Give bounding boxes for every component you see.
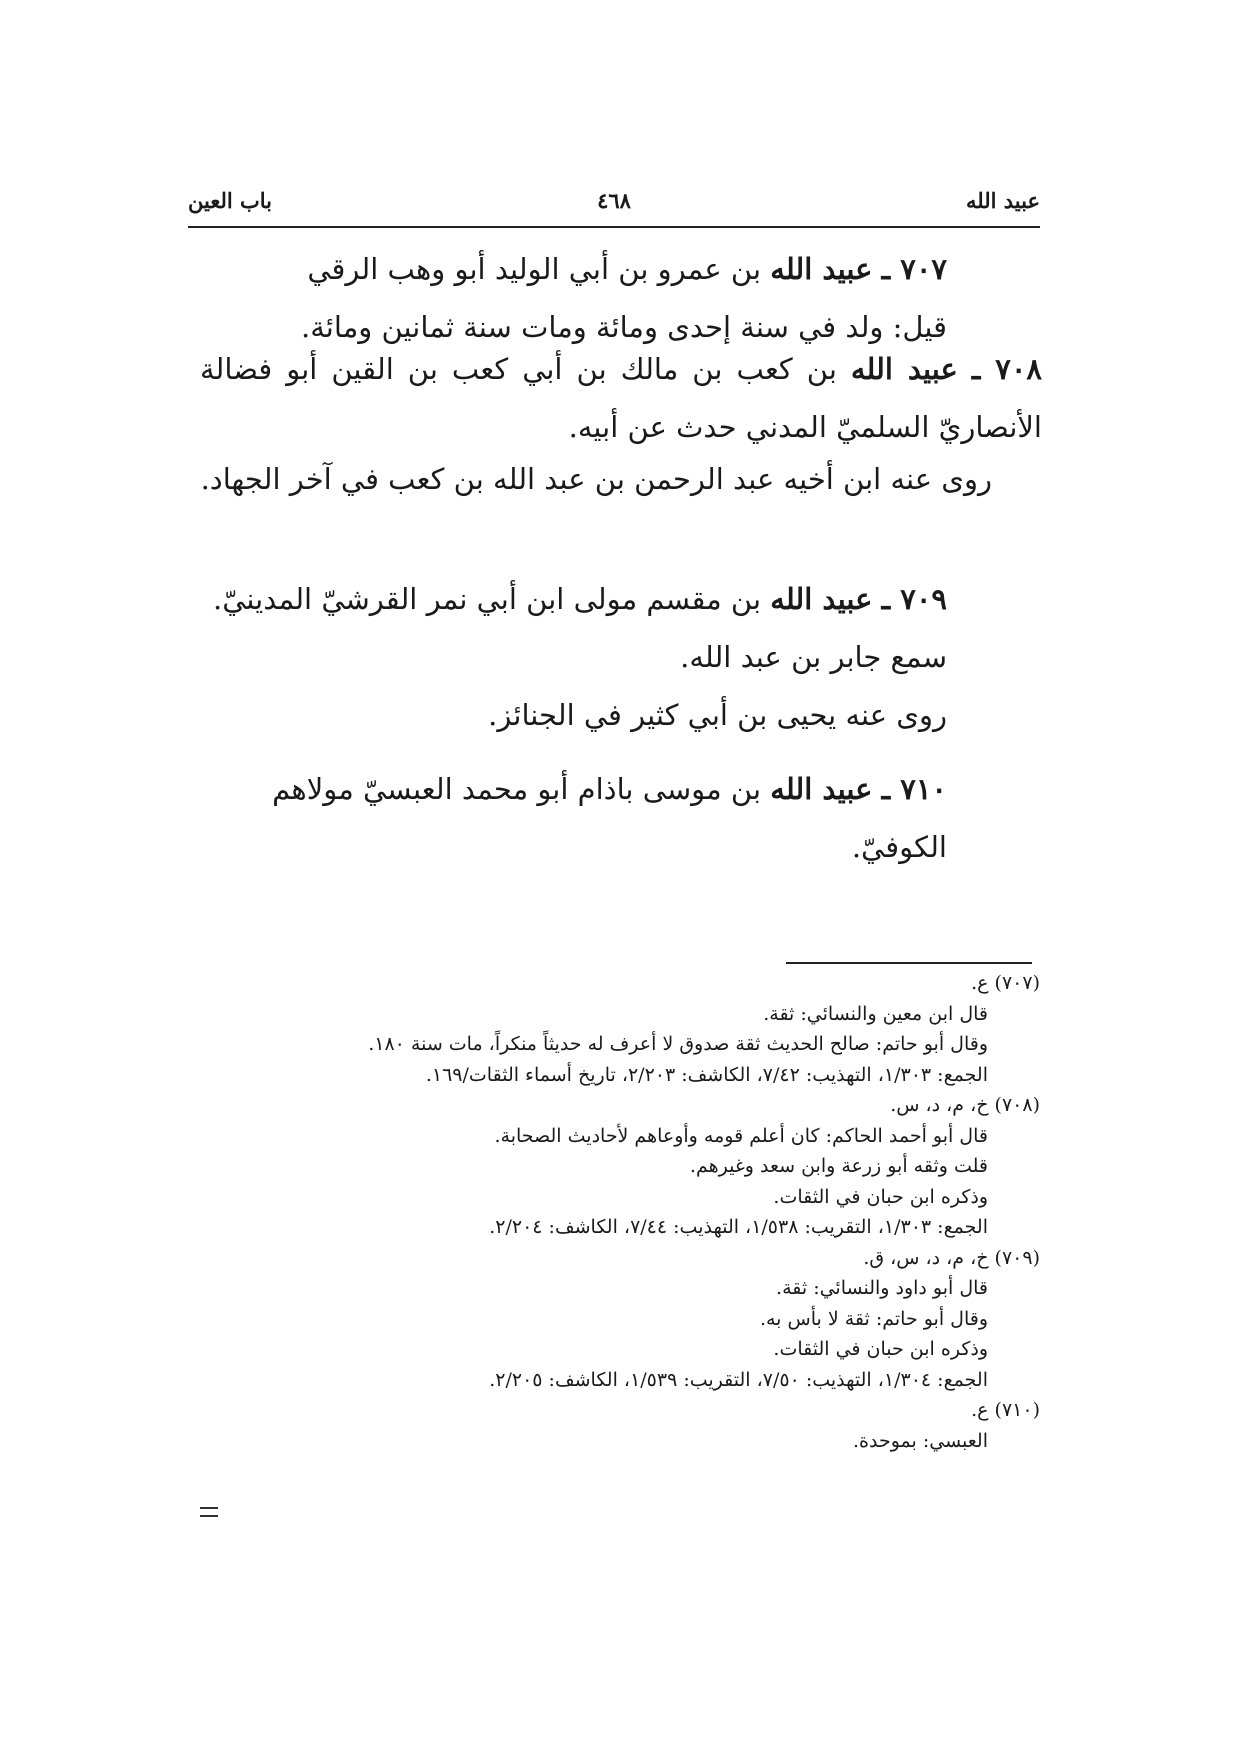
footnote-line: العبسي: بموحدة. — [853, 1429, 988, 1452]
footnote-line: الجمع: ١/٣٠٣، التهذيب: ٧/٤٢، الكاشف: ٢/٢٠٣، تاريخ أسماء الثقات/١٦٩. — [425, 1063, 988, 1086]
footnote-line: الجمع: ١/٣٠٣، التقريب: ١/٥٣٨، التهذيب: ٧/٤٤، الكاشف: ٢/٢٠٤. — [489, 1216, 988, 1238]
header-section-title: عبيد الله — [966, 188, 1040, 213]
footnote-line: وذكره ابن حبان في الثقات. — [773, 1185, 988, 1208]
footnote-708 — [200, 1090, 1040, 1243]
entry-line: روى عنه يحيى بن أبي كثير في الجنائز. — [488, 698, 947, 732]
entry-710 — [200, 760, 1042, 876]
entry-708-continued — [200, 450, 1042, 508]
footnote-divider — [786, 962, 1032, 964]
footnote-710 — [200, 1395, 1040, 1456]
footnote-709 — [200, 1243, 1040, 1396]
entry-heading — [200, 340, 1042, 456]
entry-709 — [200, 570, 1042, 744]
entry-name: عبيد الله — [770, 772, 873, 806]
entry-heading — [200, 760, 1042, 876]
header-chapter-title: باب العين — [188, 188, 273, 213]
entry-line: سمع جابر بن عبد الله. — [680, 640, 947, 674]
running-header — [188, 188, 1040, 228]
entry-708 — [200, 340, 1042, 456]
entry-line: قيل: ولد في سنة إحدى ومائة ومات سنة ثمانين ومائة. — [301, 310, 947, 344]
footnote-line: الجمع: ١/٣٠٤، التهذيب: ٧/٥٠، التقريب: ١/٥٣٩، الكاشف: ٢/٢٠٥. — [489, 1368, 988, 1391]
footnote-line: قلت وثقه أبو زرعة وابن سعد وغيرهم. — [689, 1155, 988, 1177]
entry-text: بن مقسم مولى ابن أبي نمر القرشيّ المدينيّ. — [213, 582, 771, 616]
footnotes — [200, 968, 1040, 1456]
footnote-707 — [200, 968, 1040, 1090]
entry-heading — [200, 240, 1042, 298]
footnote-line: قال ابن معين والنسائي: ثقة. — [763, 1002, 988, 1025]
page-end-mark — [200, 1507, 218, 1517]
entry-name: عبيد الله — [770, 252, 873, 286]
footnote-line: وقال أبو حاتم: ثقة لا بأس به. — [759, 1307, 988, 1330]
entry-text: بن موسى باذام أبو محمد العبسيّ مولاهم الكوفيّ. — [272, 772, 947, 864]
entry-number: ٧١٠ ـ — [881, 772, 947, 806]
page-number: ٤٦٨ — [597, 188, 631, 213]
footnote-head: (٧٠٧) ع. — [971, 972, 1040, 994]
entry-heading — [200, 570, 1042, 628]
entry-name: عبيد الله — [770, 582, 873, 616]
footnote-line: وذكره ابن حبان في الثقات. — [773, 1338, 988, 1360]
entry-name: عبيد الله — [850, 352, 958, 386]
footnote-head: (٧٠٨) خ، م، د، س. — [890, 1094, 1040, 1116]
footnote-line: قال أبو داود والنسائي: ثقة. — [776, 1277, 988, 1299]
footnote-head: (٧٠٩) خ، م، د، س، ق. — [863, 1246, 1040, 1269]
entry-707 — [200, 240, 1042, 356]
footnote-head: (٧١٠) ع. — [971, 1399, 1040, 1421]
entry-line: روى عنه ابن أخيه عبد الرحمن بن عبد الله بن كعب في آخر الجهاد. — [200, 462, 992, 496]
footnote-line: قال أبو أحمد الحاكم: كان أعلم قومه وأوعاهم لأحاديث الصحابة. — [494, 1124, 988, 1147]
entry-text: بن كعب بن مالك بن أبي كعب بن القين أبو فضالة الأنصاريّ السلميّ المدني حدث عن أبيه. — [200, 352, 1042, 444]
entry-number: ٧٠٩ ـ — [881, 582, 947, 616]
footnote-line: وقال أبو حاتم: صالح الحديث ثقة صدوق لا أعرف له حديثاً منكراً، مات سنة ١٨٠. — [368, 1033, 988, 1055]
entry-number: ٧٠٧ ـ — [881, 252, 947, 286]
entry-number: ٧٠٨ ـ — [971, 352, 1043, 386]
entry-text: بن عمرو بن أبي الوليد أبو وهب الرقي — [307, 252, 771, 286]
header-divider — [188, 226, 1040, 228]
